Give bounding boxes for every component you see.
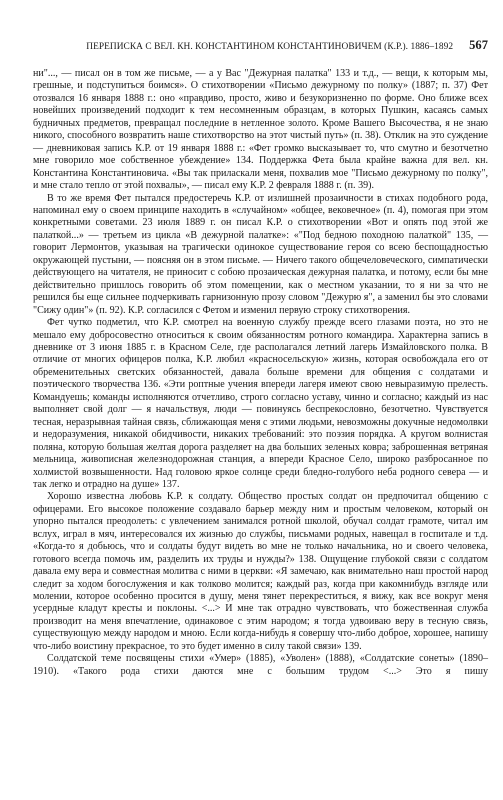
page xyxy=(33,38,488,678)
paragraph-4: Хорошо известна любовь К.Р. к солдату. Общество простых солдат он предпочитал общению с офицерами. Его высокое положение создавало барьер между ним и простым человеком, который он упорно пытался преодолеть: с увлечением занимался ротной школой, обучал солдат грамоте, читал им вслух, играл в мяч, интересовался их жизнью до службы, письмами родных, навещал в госпитале и т.д. «Когда-то я добьюсь, что и солдаты будут видеть во мне не только начальника, но и своего человека, готового всегда помочь им, разделить их труды и нужды?» 138. Ощущение глубокой связи с солдатом давала ему вера и совместная молитва с ними в церкви: «Я замечаю, как внимательно наш простой народ следит за ходом богослужения и как толково молится; каждый раз, когда при какомнибудь взгляде или молении, которое особенно просится в душу, меня тянет перекреститься, я вижу, как все вокруг меня усердные кладут кресты и поклоны. <...> И мне так отрадно чувствовать, что божественная служба производит на меня впечатление, одинаковое с этим народом; я тогда удвоиваю веру в тесную связь, существующую между народом и мною. Если когда-нибудь я совершу что-либо доброе, хорошее, напишу что-либо воистину прекрасное, то это будет именно в силу такой связи» 139. xyxy=(33,491,488,652)
paragraph-2: В то же время Фет пытался предостеречь К.Р. от излишней прозаичности в стихах подобного рода, напоминал ему о своем принципе находить в «случайном» «общее, вековечное» (п. 4), помогая при этом конкретными советами. 23 июля 1889 г. он писал К.Р. о стихотворении «Вот и опять под этой же палаткой...» — третьем из цикла «В дежурной палатке»: «"Под бедною походною палаткой" 135, — говорит Лермонтов, указывая на трагически одинокое существование героя со всею беспощадностью окружающей пустыни, — поясняя он в этом письме. — Ничего такого общечеловеческого, симпатически действующего на читателя, не приносит с собою прозаическая дежурная палатка, и потому, если бы мне действительно пришлось говорить об этом помещении, как о местном указании, то я ни за что не решился бы еще сильнее подчеркивать гарнизонную прозу словом "Дежурю я", а заменил бы это словами "Сижу один"» (п. 92). К.Р. согласился с Фетом и изменил первую строку стихотворения. xyxy=(33,192,488,316)
paragraph-5: Солдатской теме посвящены стихи «Умер» (1885), «Уволен» (1888), «Солдатские сонеты» (1890–1910). «Такого рода стихи даются мне с большим трудом <...> Это я пишу xyxy=(33,653,488,677)
body-text xyxy=(33,68,488,678)
paragraph-3: Фет чутко подметил, что К.Р. смотрел на военную службу прежде всего глазами поэта, но это не мешало ему добросовестно относиться к своим обязанностям ротного командира. Характерна запись в дневнике от 3 июня 1885 г. в Красном Селе, где располагался летний лагерь Измайловского полка. В отличие от многих офицеров полка, К.Р. любил «красносельскую» жизнь, которая освобождала его от обременительных светских обязанностей, давала больше времени для общения с солдатами и поэтического творчества 136. «Эти роптные учения впереди лагеря имеют свою невыразимую прелесть. Командуешь; команды исполняются отчетливо, строго согласно уставу, чинно и согласно; каждый из нас выполняет свой долг — я начальствуя, люди — повинуясь беспрекословно, безотчетно. Чувствуется тесная, неразрывная тайная связь, сближающая меня с этими людьми, невозможны докучные недомолвки и недоразумения, никакой обидчивости, никаких требований: это поэзия порядка. А кругом волнистая поляна, которую большая желтая дорога разделяет на два больших зеленых ковра; заброшенная ветряная мельница, живописная железнодорожная станция, а впереди Красное Село, широко разбросанное по холмистой возвышенности. Над головою яркое солнце среди бледно-голубого неба родного севера — и так легко и отрадно на душе» 137. xyxy=(33,317,488,490)
running-header xyxy=(33,38,488,52)
running-title: ПЕРЕПИСКА С ВЕЛ. КН. КОНСТАНТИНОМ КОНСТАНТИНОВИЧЕМ (К.Р.). 1886–1892 xyxy=(86,42,454,52)
paragraph-1: ни"..., — писал он в том же письме, — а у Вас "Дежурная палатка" 133 и т.д., — вещи, к которым мы, грешные, и подступиться боимся». О стихотворении «Письмо дежурному по полку» (1887; п. 37) Фет отозвался 16 января 1888 г.: оно «правдиво, просто, живо и безукоризненно по форме. Оно ближе всех новейших произведений подходит к тем несомненным образцам, в которых Пушкин, касаясь самых будничных предметов, превращал последние в нетленное золото. Кроме Вашего Высочества, я не знаю никого, способного возвратить наше стихотворство на этот чистый путь» (п. 38). Отклик на это суждение — дневниковая запись К.Р. от 19 января 1888 г.: «Фет громко высказывает то, что смутно и безотчетно мне говорило мое собственное убеждение» 134. Поддержка Фета была крайне важна для вел. кн. Константина Константиновича. «Вы так приласкали меня, похвалив мое "Письмо дежурному по полку", и мне стало тепло от этой похвалы», — писал ему К.Р. 2 февраля 1888 г. (п. 39). xyxy=(33,68,488,192)
page-number: 567 xyxy=(469,38,488,52)
